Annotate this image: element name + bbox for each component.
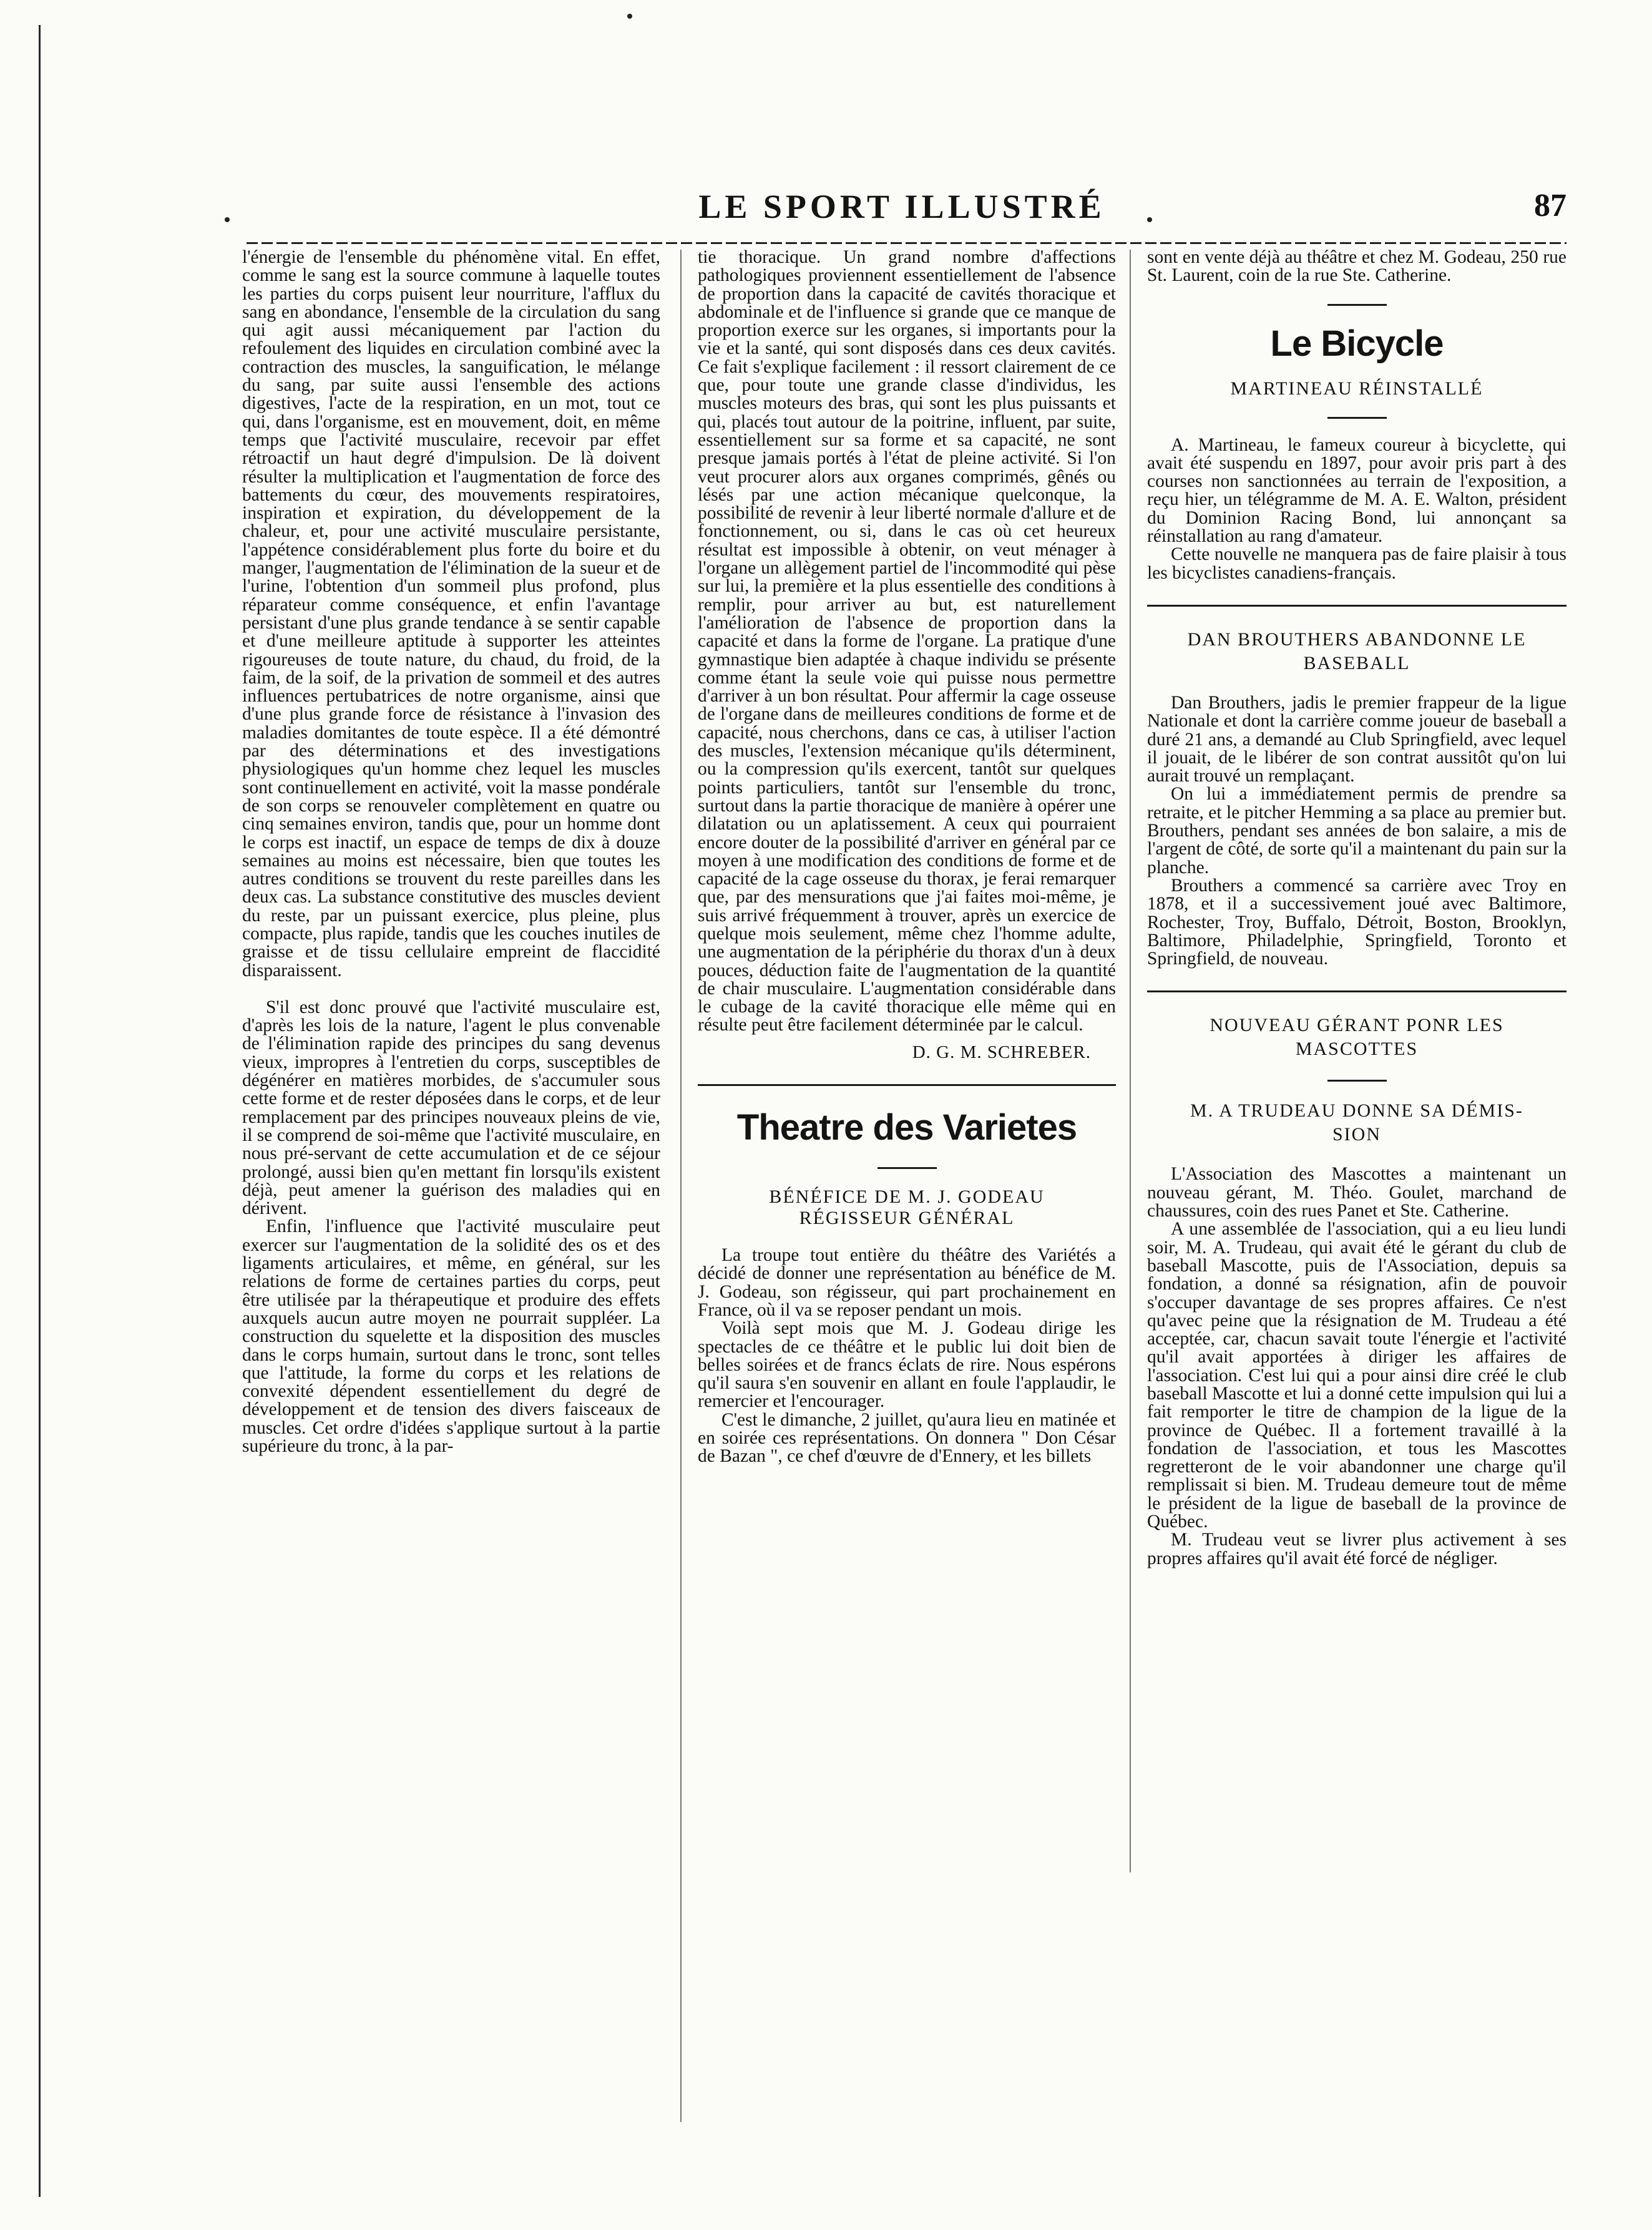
brouthers-heading-line: DAN BROUTHERS ABANDONNE LE	[1187, 628, 1527, 650]
brouthers-heading	[1147, 628, 1566, 675]
mascottes-heading	[1147, 1014, 1566, 1061]
column-divider	[1130, 250, 1131, 1872]
article-paragraph: Dan Brouthers, jadis le premier frappeur de la ligue Nationale et dont la carrière comme joueur de baseball a duré 21 ans, a demandé au Club Springfield, avec lequel il jouait, de le libérer de son contrat aussitôt qu'on lui aurait trouvé un remplaçant.	[1147, 692, 1566, 786]
article-paragraph: La troupe tout entière du théâtre des Variétés a décidé de donner une représentation au bénéfice de M. J. Godeau, son régisseur, qui part prochainement en France, où il va se reposer pendant un mois.	[698, 1245, 1116, 1320]
mascottes-subheading-line: M. A TRUDEAU DONNE SA DÉMIS-	[1190, 1100, 1523, 1122]
theatre-subheading-line: RÉGISSEUR GÉNÉRAL	[799, 1208, 1015, 1229]
print-speck	[225, 217, 230, 222]
article-paragraph: Brouthers a commencé sa carrière avec Troy en 1878, et il a successivement joué avec Baltimore, Rochester, Troy, Buffalo, Détroit, Boston, Brooklyn, Baltimore, Philadelphie, Springfield, Toronto et Springfield, de nouveau.	[1147, 875, 1566, 969]
bicycle-heading: Le Bicycle	[1270, 323, 1444, 364]
column-divider	[680, 250, 682, 2122]
page-number: 87	[1534, 188, 1566, 223]
article-paragraph: sont en vente déjà au théâtre et chez M. Godeau, 250 rue St. Laurent, coin de la rue Ste. Catherine.	[1147, 247, 1566, 286]
section-rule	[698, 1084, 1116, 1086]
print-speck	[627, 14, 632, 19]
theatre-heading: Theatre des Varietes	[736, 1107, 1077, 1148]
page-header	[237, 187, 1566, 237]
page-margin-line	[39, 25, 41, 2197]
article-paragraph: S'il est donc prouvé que l'activité musculaire est, d'après les lois de la nature, l'agent le plus convenable de l'élimination rapide des principes du sang devenus vieux, impropres à l'entretien du corps, susceptibles de dégénérer en matières morbides, de s'accumuler sous cette forme et de rester déposées dans le corps, et de leur remplacement par des principes nouveaux pleins de vie, il se comprend de soi-même que l'activité musculaire, en nous pré-servant de cette accumulation et de ce séjour prolongé, aussi bien qu'en mettant fin lorsqu'ils existent déjà, peut amener la guérison des maladies qui en dérivent.	[242, 997, 661, 1219]
article-paragraph: C'est le dimanche, 2 juillet, qu'aura lieu en matinée et en soirée ces représentations. On donnera " Don César de Bazan ", ce chef d'œuvre de d'Ennery, et les billets	[698, 1409, 1116, 1467]
article-paragraph: Voilà sept mois que M. J. Godeau dirige les spectacles de ce théâtre et le public lui doit bien de belles soirées et de francs éclats de rire. Nous espérons qu'il saura s'en souvenir en allant en foule l'applaudir, le remercier et l'encourager.	[698, 1318, 1116, 1412]
column-3	[1147, 248, 1566, 2058]
theatre-subheading	[698, 1186, 1116, 1229]
mascottes-subheading	[1147, 1099, 1566, 1147]
article-paragraph: A une assemblée de l'association, qui a eu lieu lundi soir, M. A. Trudeau, qui avait été le gérant du club de baseball Mascotte, puis de l'Association, depuis sa fondation, a donné sa résignation, afin de pouvoir s'occuper davantage de ses propres affaires. Ce n'est qu'avec peine que la résignation de M. Trudeau a été acceptée, car, chacun savait toute l'énergie et l'activité qu'il avait apportées à diriger les affaires de l'association. C'est lui qui a pour ainsi dire créé le club baseball Mascotte et lui a donné cette impulsion qui lui a fait remporter le titre de champion de la ligue de la province de Québec. Il a fortement travaillé à la fondation de l'association, et tous les Mascottes regretteront de le voir abandonner une charge qu'il remplissait si bien. M. Trudeau demeure tout de même le président de la ligue de baseball de la province de Québec.	[1147, 1219, 1566, 1532]
article-paragraph: Enfin, l'influence que l'activité musculaire peut exercer sur l'augmentation de la solidité des os et des ligaments articulaires, et même, en général, sur les relations de forme de certaines parties du corps, peut être utilisée par la thérapeutique et produire des effets auxquels aucun autre moyen ne pourrait suppléer. La construction du squelette et la disposition des muscles dans le corps humain, surtout dans le tronc, sont telles que l'attitude, la forme du corps et les relations de convexité dépendent essentiellement du degré de développement et de tension des divers faisceaux de muscles. Cet ordre d'idées s'applique surtout à la partie supérieure du tronc, à la par-	[242, 1216, 660, 1456]
article-paragraph: On lui a immédiatement permis de prendre sa retraite, et le pitcher Hemming a sa place au premier but. Brouthers, pendant ses années de bon salaire, a mis de l'argent de côté, de sorte qu'il a maintenant du pain sur la planche.	[1147, 784, 1566, 878]
heading-rule	[877, 1167, 937, 1169]
column-1	[242, 248, 660, 2152]
article-paragraph: L'Association des Mascottes a maintenant un nouveau gérant, M. Théo. Goulet, marchand de chaussures, coin des rues Panet et Ste. Catherine.	[1147, 1164, 1566, 1221]
column-2	[698, 248, 1116, 2121]
article-paragraph: M. Trudeau veut se livrer plus activement à ses propres affaires qu'il avait été forcé de négliger.	[1147, 1530, 1566, 1568]
bicycle-subheading: MARTINEAU RÉINSTALLÉ	[1230, 378, 1483, 399]
heading-rule	[1327, 417, 1387, 419]
article-paragraph: l'énergie de l'ensemble du phénomène vital. En effet, comme le sang est la source commune à laquelle toutes les parties du corps puisent leur nourriture, l'afflux du sang en abondance, l'ensemble de la circulation du sang qui agit aussi mécaniquement par l'action du refoulement des liquides en circulation combiné avec la contraction des muscles, la sanguification, le mélange du sang, par suite aussi l'ensemble des actions digestives, l'acte de la respiration, en un mot, tout ce qui, dans l'organisme, est en mouvement, doit, en même temps que l'activité musculaire, recevoir par effet rétroactif un haut degré d'impulsion. De là doivent résulter la multiplication et l'augmentation de force des battements du cœur, des mouvements respiratoires, inspiration et expiration, du développement de la chaleur, et, pour une activité musculaire persistante, l'appétence considérablement plus forte du boire et du manger, l'augmentation de l'élimination de la sueur et de l'urine, l'obtention d'un sommeil plus profond, plus réparateur comme conséquence, et enfin l'avantage persistant d'une plus grande tendance à se sentir capable et d'une meilleure aptitude à supporter les atteintes rigoureuses de toute nature, du chaud, du froid, de la faim, de la soif, de la privation de sommeil et des autres influences pertubatrices de notre organisme, ainsi que d'une plus grande force de résistance à l'invasion des maladies domitantes de toute espèce. Il a été démontré par des déterminations et des investigations physiologiques qu'un homme chez lequel les muscles sont continuellement en activité, voit la masse pondérale de son corps se renouveler complètement en quatre ou cinq semaines environ, tandis que, pour un homme dont le corps est inactif, un espace de temps de dix à douze semaines au moins est nécessaire, bien que toutes les autres conditions se trouvent du reste pareilles dans les deux cas. La substance constitutive des muscles devient du reste, par un puissant exercice, plus pleine, plus compacte, plus rapide, tandis que les couches inutiles de graisse et de tissu cellulaire empreint de flaccidité disparaissent.	[242, 247, 660, 981]
article-paragraph: A. Martineau, le fameux coureur à bicyclette, qui avait été suspendu en 1897, pour avoir pris part à des courses non sanctionnées au terrain de l'exposition, a reçu hier, un télégramme de M. A. E. Walton, président du Dominion Racing Bond, lui annonçant sa réinstallation au rang d'amateur.	[1147, 434, 1566, 547]
header-rule	[247, 242, 1566, 244]
mascottes-heading-line: MASCOTTES	[1295, 1039, 1419, 1060]
article-signature: D. G. M. SCHREBER.	[912, 1042, 1091, 1062]
publication-title: LE SPORT ILLUSTRÉ	[698, 188, 1105, 225]
section-rule	[1147, 605, 1566, 607]
brouthers-heading-line: BASEBALL	[1303, 652, 1410, 673]
mascottes-heading-line: NOUVEAU GÉRANT PONR LES	[1210, 1015, 1504, 1036]
heading-rule	[1327, 304, 1387, 306]
article-paragraph: tie thoracique. Un grand nombre d'affections pathologiques proviennent essentiellement de l'absence de proportion dans la capacité de cavités thoracique et abdominale et de l'influence si grande que ce manque de proportion exerce sur les organes, si importants pour la vie et la santé, qui sont disposés dans ces deux cavités. Ce fait s'explique facilement : il ressort clairement de ce que, pour toute une grande classe d'individus, les muscles moteurs des bras, qui sont les plus puissants et qui, placés tout autour de la poitrine, influent, par suite, essentiellement sur sa forme et sa capacité, ne sont presque jamais portés à l'état de pleine activité. Si l'on veut procurer alors aux organes comprimés, gênés ou lésés par une action mécanique quelconque, la possibilité de revenir à leur liberté normale d'allure et de fonctionnement, ou si, dans le cas où cet heureux résultat est impossible à obtenir, on veut ménager à l'organe un allègement partiel de l'incommodité qui pèse sur lui, la première et la plus essentielle des conditions à remplir, pour arriver au but, est naturellement l'amélioration de l'absence de proportion dans la capacité et dans la forme de l'organe. La pratique d'une gymnastique bien adaptée à chaque individu se présente comme étant la seule voie qui puisse nous permettre d'arriver à un bon résultat. Pour affermir la cage osseuse de l'organe dans de meilleures conditions de forme et de capacité, nous cherchons, dans ce cas, à utiliser l'action des muscles, l'extension mécanique qu'ils déterminent, ou la compression qu'ils exercent, tantôt sur quelques points particuliers, tantôt sur l'ensemble du tronc, surtout dans la partie thoracique de manière à opérer une dilatation ou un aplatissement. A ceux qui pourraient encore douter de la possibilité d'arriver en général par ce moyen à une modification des conditions de forme et de capacité de la cage osseuse du thorax, je ferai remarquer que, par des mensurations que j'ai faites moi-même, je suis arrivé fréquemment à trouver, après un exercice de quelque mois seulement, même chez l'homme adulte, une augmentation de la périphérie du thorax d'un à deux pouces, déduction faite de l'augmentation de la quantité de chair musculaire. L'augmentation considérable dans le cubage de la cavité thoracique elle même qui en résulte peut être facilement déterminée par le calcul.	[698, 247, 1116, 1035]
section-rule	[1147, 990, 1566, 992]
article-paragraph: Cette nouvelle ne manquera pas de faire plaisir à tous les bicyclistes canadiens-français.	[1147, 544, 1566, 583]
theatre-subheading-line: BÉNÉFICE DE M. J. GODEAU	[769, 1186, 1045, 1208]
heading-rule	[1327, 1080, 1387, 1082]
mascottes-subheading-line: SION	[1332, 1124, 1381, 1145]
